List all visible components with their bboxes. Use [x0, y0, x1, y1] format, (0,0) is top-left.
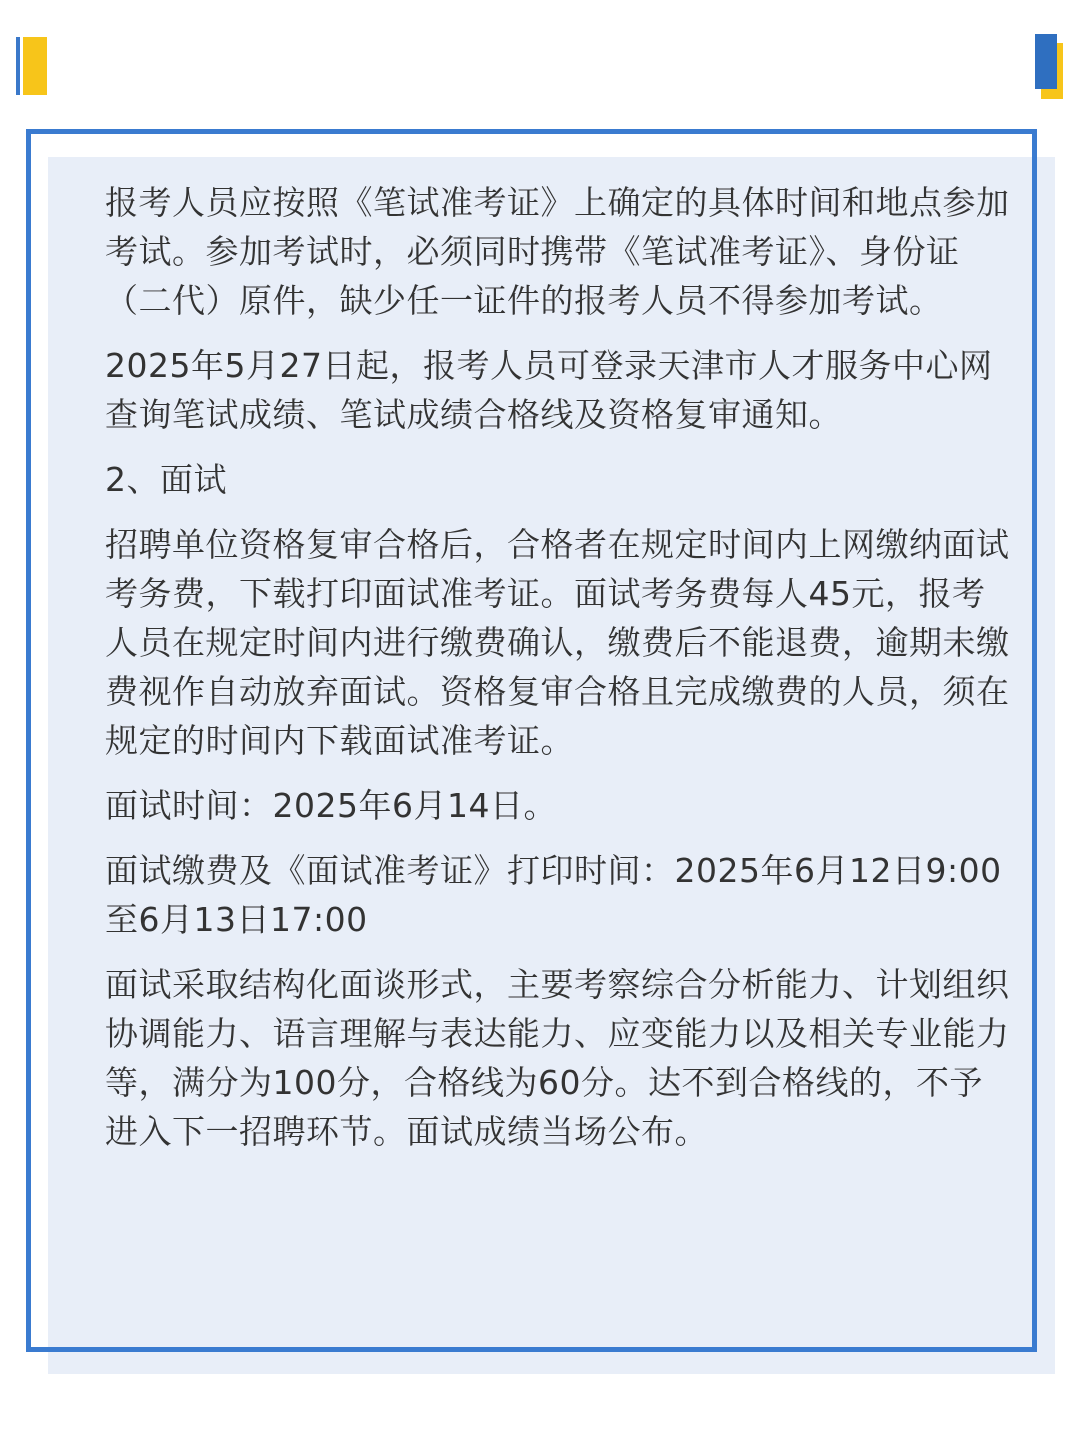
paragraph-interview-format: 面试采取结构化面谈形式，主要考察综合分析能力、计划组织协调能力、语言理解与表达能力、应变能力以及相关专业能力等，满分为100分，合格线为60分。达不到合格线的，不予进入下一招聘环节。面试成绩当场公布。 — [105, 965, 1010, 1151]
section-heading-interview: 2、面试 — [105, 460, 227, 499]
notice-body — [105, 178, 1010, 1172]
paragraph-exam-attendance: 报考人员应按照《笔试准考证》上确定的具体时间和地点参加考试。参加考试时，必须同时携带《笔试准考证》、身份证（二代）原件，缺少任一证件的报考人员不得参加考试。 — [105, 183, 1010, 320]
paragraph-admission-print-time: 面试缴费及《面试准考证》打印时间：2025年6月12日9:00至6月13日17:00 — [105, 851, 1002, 939]
paragraph-interview-fee: 招聘单位资格复审合格后，合格者在规定时间内上网缴纳面试考务费，下载打印面试准考证。面试考务费每人45元，报考人员在规定时间内进行缴费确认，缴费后不能退费，逾期未缴费视作自动放弃面试。资格复审合格且完成缴费的人员，须在规定的时间内下载面试准考证。 — [105, 525, 1010, 760]
right-accent-bar-blue — [1035, 34, 1057, 89]
left-accent-line — [16, 37, 20, 95]
paragraph-written-results: 2025年5月27日起，报考人员可登录天津市人才服务中心网查询笔试成绩、笔试成绩合格线及资格复审通知。 — [105, 346, 993, 434]
paragraph-interview-date: 面试时间：2025年6月14日。 — [105, 786, 557, 825]
left-accent-bar — [23, 37, 47, 95]
